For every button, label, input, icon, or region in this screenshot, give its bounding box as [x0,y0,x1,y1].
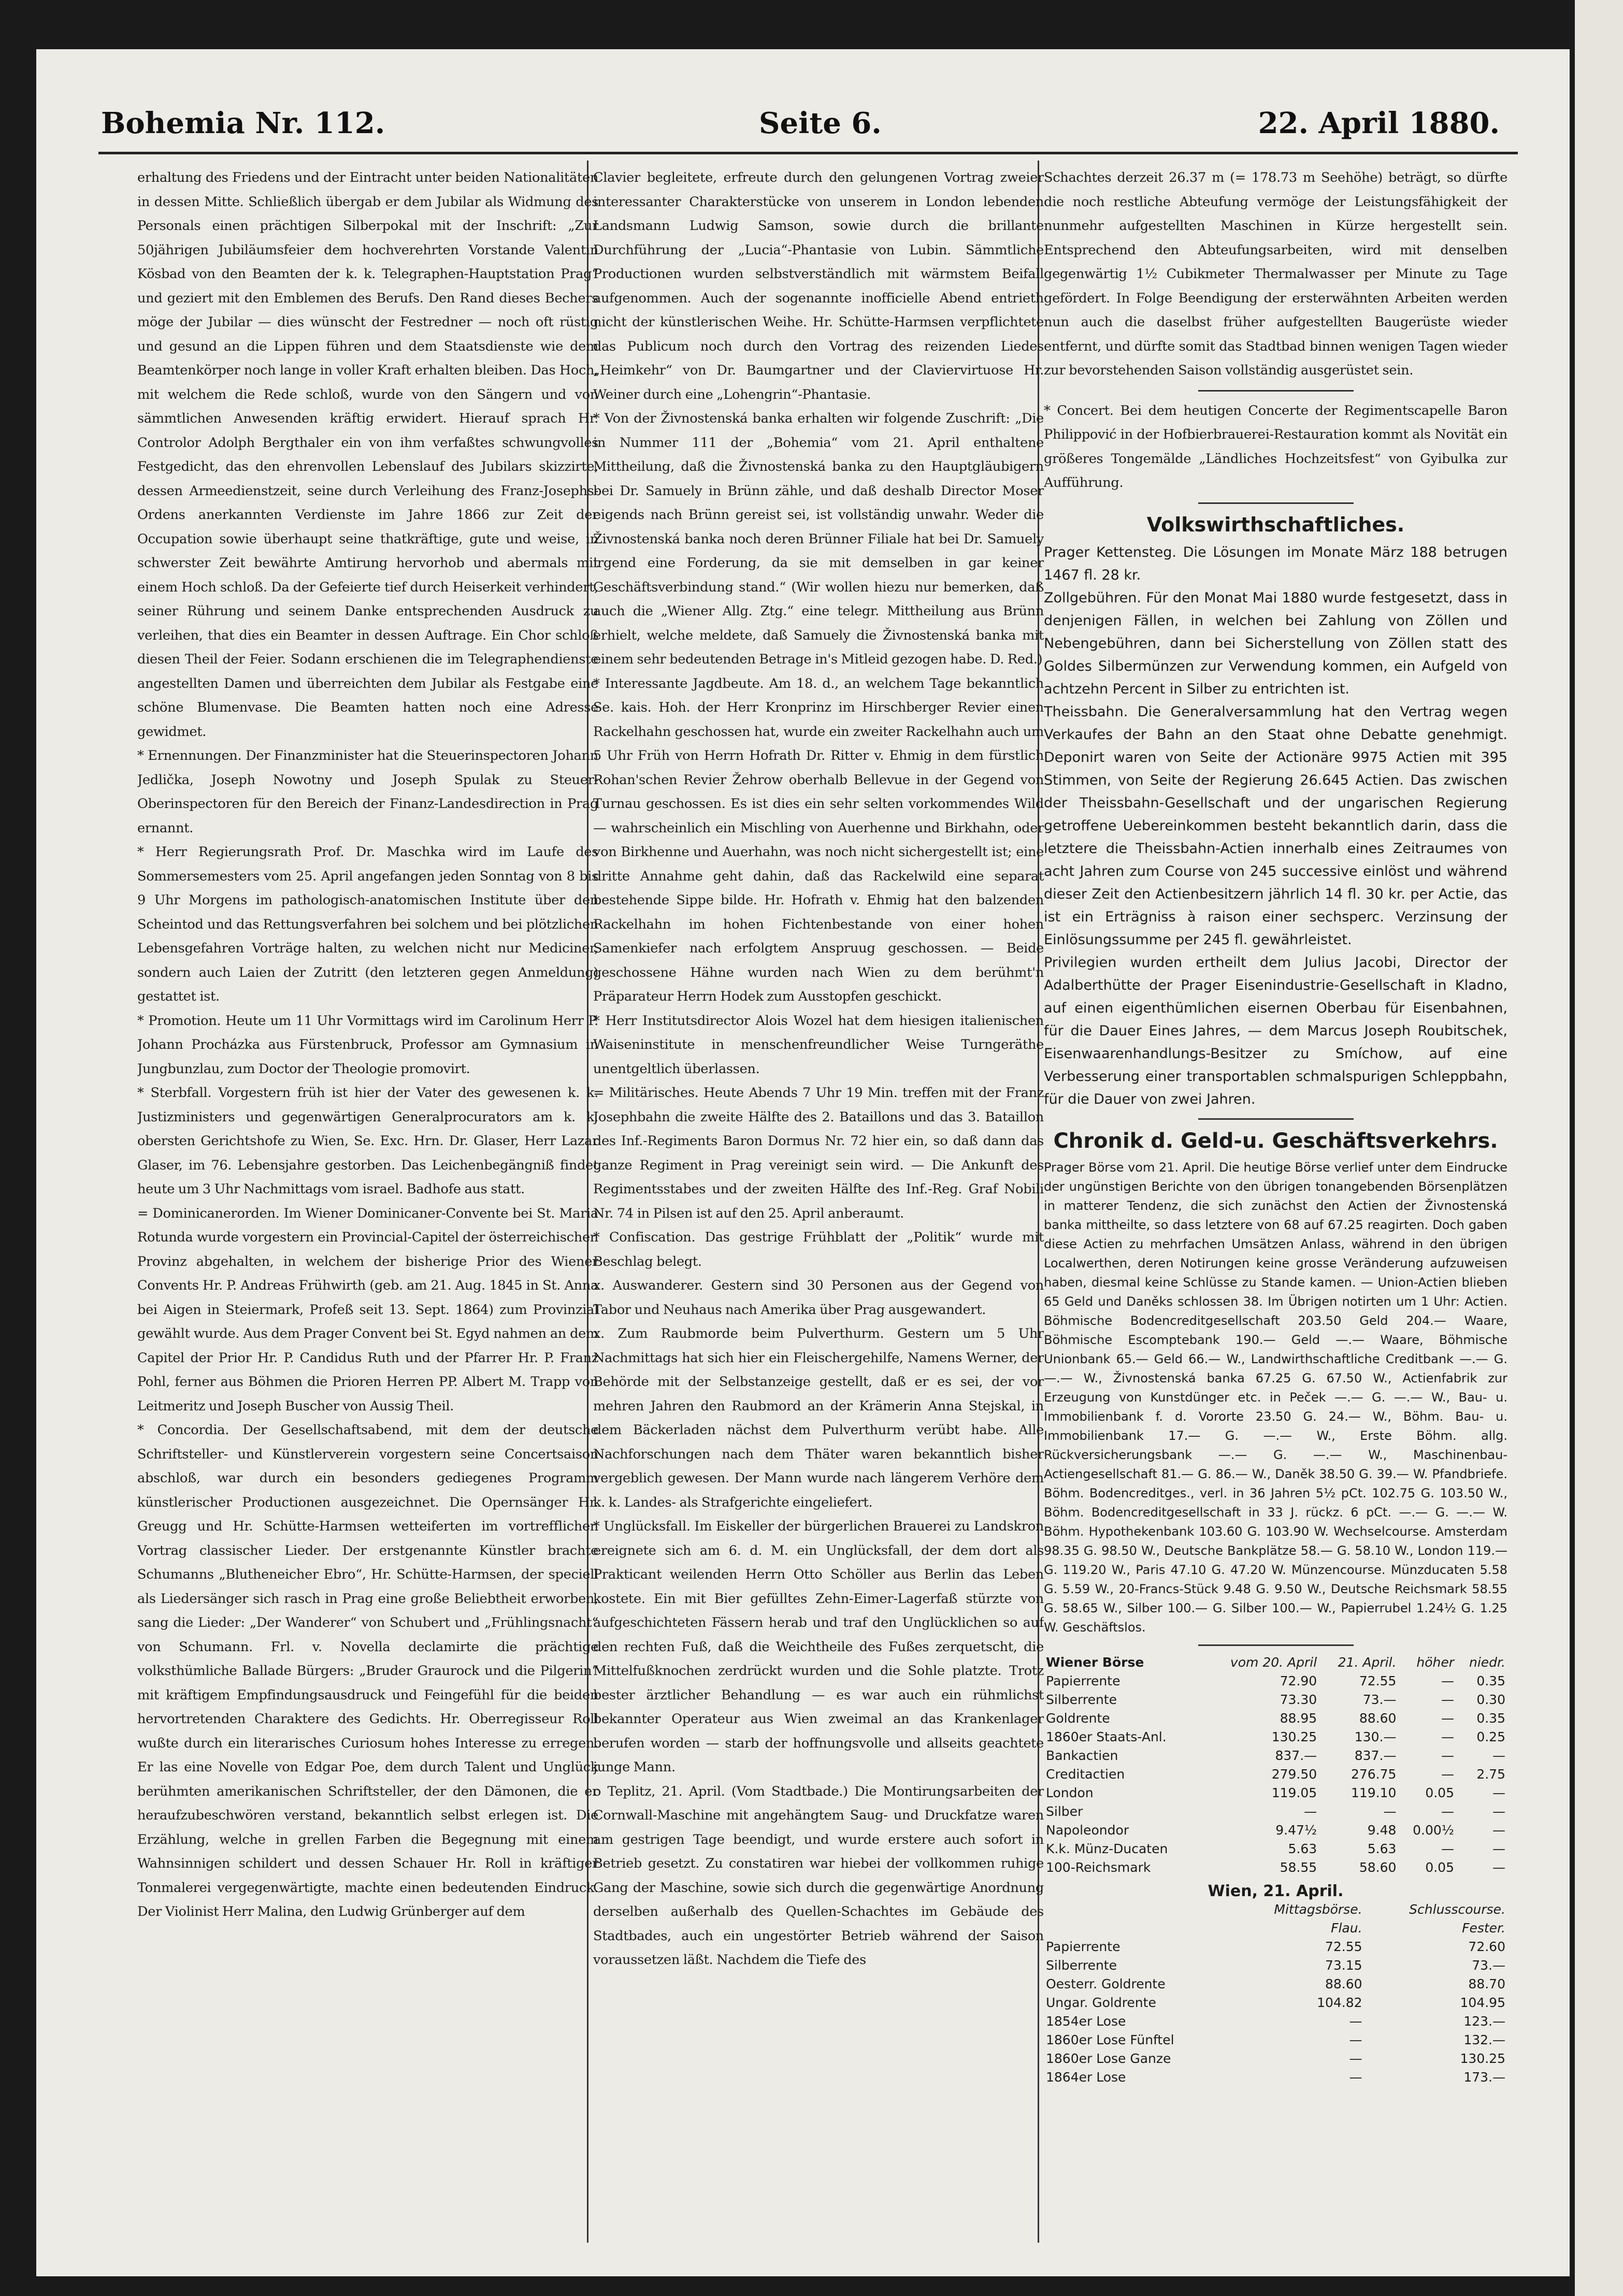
table-row [1044,1956,1507,1975]
table-row [1044,1821,1507,1840]
column-2 [593,166,1044,2243]
article-dominicaner: = Dominicanerorden. Im Wiener Dominicaner-Convente bei St. Maria Rotunda wurde vorgestern ein Provincial-Capitel der österreichischen Provinz abgehalten, in welchem der bisherige Prior des Wiener Convents Hr. P. Andreas Frühwirth (geb. am 21. Aug. 1845 in St. Anna bei Aigen in Steiermark, Profeß seit 13. Sept. 1864) zum Provinzial gewählt wurde. Aus dem Prager Convent bei St. Egyd nahmen an dem Capitel der Prior Hr. P. Candidus Ruth und der Pfarrer Hr. P. Franz Pohl, ferner aus Böhmen die Prioren Herren PP. Albert M. Trapp von Leitmeritz und Joseph Buscher von Aussig Theil. [137,1205,598,1414]
article-auswanderer: x. Auswanderer. Gestern sind 30 Personen aus der Gegend von Tabor und Neuhaus nach Amerika über Prag ausgewandert. [593,1278,1044,1318]
quote-value: 104.82 [1317,1995,1362,2010]
quote-value: 72.55 [1325,1939,1362,1954]
quote-name: 1860er Staats-Anl. [1046,1729,1167,1744]
quote-value: — [1492,1785,1505,1800]
quote-name: Ungar. Goldrente [1046,1995,1156,2010]
page-number: Seite 6. [759,106,882,140]
table-row [1044,1746,1507,1765]
table-row [1044,1840,1507,1858]
article-kettensteg: Prager Kettensteg. Die Lösungen im Monate März 188 betrugen 1467 fl. 28 kr. [1044,544,1507,583]
table-row [1044,1802,1507,1821]
quote-name: 100-Reichsmark [1046,1859,1151,1875]
quote-name: 1860er Lose Ganze [1046,2050,1171,2066]
article-text: erhaltung des Friedens und der Eintracht unter beiden Nationalitäten in dessen Mitte. Schließlich übergab er dem Jubilar als Widmung des Personals einen prächtigen Silberpokal mit der Inschrift: „Zur 50jährigen Jubiläumsfeier dem hochverehrten Vorstande Valentin Kösbad von den Beamten der k. k. Telegraphen-Hauptstation Prag“ und geziert mit den Emblemen des Berufs. Den Rand dieses Bechers möge der Jubilar — dies wünscht der Festredner — noch oft rüstig und gesund an die Lippen führen und dem Staatsdienste wie dem Beamtenkörper noch lange in voller Kraft erhalten bleiben. Das Hoch, mit welchem die Rede schloß, wurde von den Sängern und von sämmtlichen Anwesenden kräftig erwidert. Hierauf sprach Hr. Controlor Adolph Bergthaler ein von ihm verfaßtes schwungvolles Festgedicht, das den ehrenvollen Lebenslauf des Jubilars skizzirte, dessen Armeedienstzeit, seine durch Verleihung des Franz-Josephs-Ordens anerkannten Verdienste im Jahre 1866 zur Zeit der Occupation sowie überhaupt seine thatkräftige, gute und weise, in schwerster Zeit bewährte Amtirung hervorhob und abermals mit einem Hoch schloß. Da der Gefeierte tief durch Heiserkeit verhindert, seiner Rührung und seinem Danke entsprechenden Ausdruck zu verleihen, that dies ein Beamter in dessen Auftrage. Ein Chor schloß diesen Theil der Feier. Sodann erschienen die im Telegraphendienste angestellten Damen und überreichten dem Jubilar als Festgabe eine schöne Blumenvase. Die Beamten hatten noch eine Adresse gewidmet. [137,170,598,740]
quote-value: 130.25 [1460,2050,1505,2066]
quote-value: 72.60 [1468,1939,1505,1954]
section-rule [1198,1118,1354,1120]
quote-name: Napoleondor [1046,1822,1129,1838]
quote-value: — [1441,1748,1454,1763]
article-raubmord: x. Zum Raubmorde beim Pulverthurm. Gestern um 5 Uhr Nachmittags hat sich hier ein Fleischergehilfe, Namens Werner, der Behörde mit der Selbstanzeige gestellt, daß er es sei, der vor mehren Jahren den Raubmord an der Krämerin Anna Stejskal, in dem Bäckerladen nächst dem Pulverthurm verübt habe. Alle Nachforschungen nach dem Thäter waren bekanntlich bisher vergeblich gewesen. Der Mann wurde nach längerem Verhöre dem k. k. Landes- als Strafgerichte eingeliefert. [593,1326,1044,1510]
quote-name: Goldrente [1046,1710,1110,1726]
quote-value: 123.— [1463,2013,1505,2029]
article-militaerisches: = Militärisches. Heute Abends 7 Uhr 19 Min. treffen mit der Franz Josephbahn die zweite Hälfte des 2. Bataillons und das 3. Bataillon des Inf.-Regiments Baron Dormus Nr. 72 hier ein, so daß dann das ganze Regiment in Prag vereinigt sein wird. — Die Ankunft des Regimentsstabes und der zweiten Hälfte des Inf.-Reg. Graf Nobili Nr. 74 in Pilsen ist auf den 25. April anberaumt. [593,1085,1044,1221]
masthead-issue: Bohemia Nr. 112. [101,106,385,140]
table-header-row [1044,1919,1507,1938]
newspaper-page [36,49,1570,2276]
page-header [36,106,1570,148]
article-zivnostenska: * Von der Živnostenská banka erhalten wir folgende Zuschrift: „Die in Nummer 111 der „Bohemia“ vom 21. April enthaltene Mittheilung, daß die Živnostenská banka zu den Hauptgläubigern bei Dr. Samuely in Brünn zähle, und daß deshalb Director Moser eigends nach Brünn gereist sei, ist vollständig unwahr. Weder die Živnostenská banka noch deren Brünner Filiale hat bei Dr. Samuely irgend eine Forderung, da sie mit demselben in gar keiner Geschäftsverbindung stand.“ (Wir wollen hiezu nur bemerken, daß auch die „Wiener Allg. Ztg.“ eine telegr. Mittheilung aus Brünn erhielt, welche meldete, daß Samuely die Živnostenská banka mit einem sehr bedeutenden Betrage in's Mitleid gezogen habe. D. Red.) [593,411,1044,667]
table-row [1044,1691,1507,1709]
quote-value: 72.90 [1280,1673,1317,1688]
quote-name: 1854er Lose [1046,2013,1126,2029]
quote-value: — [1441,1692,1454,1707]
column-header: Fester. [1462,1920,1505,1936]
article-concert: * Concert. Bei dem heutigen Concerte der Regimentscapelle Baron Philippović in der Hofbierbrauerei-Restauration kommt als Novität ein größeres Tongemälde „Ländliches Hochzeitsfest“ von Gyibulka zur Aufführung. [1044,402,1507,490]
article-promotion: * Promotion. Heute um 11 Uhr Vormittags wird im Carolinum Herr P. Johann Procházka aus Fürstenbruck, Professor am Gymnasium in Jungbunzlau, zum Doctor der Theologie promovirt. [137,1013,598,1077]
quote-value: 58.55 [1280,1859,1317,1875]
quote-value: — [1349,2013,1362,2029]
column-header: 21. April. [1338,1654,1397,1670]
article-wozel: * Herr Institutsdirector Alois Wozel hat dem hiesigen italienischen Waiseninstitute in menschenfreundlicher Weise Turngeräthe unentgeltlich überlassen. [593,1013,1044,1077]
article-text: Schachtes derzeit 26.37 m (= 178.73 m Seehöhe) beträgt, so dürfte die noch restliche Abteufung vermöge der Leistungsfähigkeit der nunmehr aufgestellten Maschinen in Kürze hergestellt sein. Entsprechend den Abteufungsarbeiten, wird mit denselben gegenwärtig 1½ Cubikmeter Thermalwasser per Minute zu Tage gefördert. In Folge Beendigung der ersterwähnten Arbeiten werden nun auch die daselbst früher aufgestellten Baugerüste wieder entfernt, und dürfte somit das Stadtbad binnen wenigen Tagen wieder zur bevorstehenden Saison vollständig ausgerüstet sein. [1044,170,1507,378]
article-jagdbeute: * Interessante Jagdbeute. Am 18. d., an welchem Tage bekanntlich Se. kais. Hoh. der Herr Kronprinz im Hirschberger Revier einen Rackelhahn geschossen hat, wurde ein zweiter Rackelhahn auch um 5 Uhr Früh von Herrn Hofrath Dr. Ritter v. Ehmig in dem fürstlich Rohan'schen Revier Žehrow oberhalb Bellevue in der Gegend von Turnau geschossen. Es ist dies ein sehr selten vorkommendes Wild — wahrscheinlich ein Mischling von Auerhenne und Birkhahn, oder von Birkhenne und Auerhahn, was noch nicht sichergestellt ist; eine dritte Annahme geht dahin, daß das Rackelwild eine separat bestehende Sippe bilde. Hr. Hofrath v. Ehmig hat den balzenden Rackelhahn im hohen Fichtenbestande von einer hohen Samenkiefer nach erfolgtem Anspruug geschossen. — Beide geschossene Hähne wurden nach Wien zu dem berühmt'n Präparateur Herrn Hodek zum Ausstopfen geschickt. [593,675,1044,1004]
table-row [1044,2031,1507,2049]
table-header-row [1044,1900,1507,1919]
table-row [1044,2049,1507,2068]
article-teplitz: o Teplitz, 21. April. (Vom Stadtbade.) Die Montirungsarbeiten der Cornwall-Maschine mit angehängtem Saug- und Druckfatze waren am gestrigen Tage beendigt, und wurde erstere auch sofort in Betrieb gesetzt. Zu constatiren war hiebei der vollkommen ruhige Gang der Maschine, sowie sich durch die gegenwärtige Anordnung derselben außerhalb des Quellen-Schachtes im Gebäude des Stadtbades, auch ein ungestörter Betrieb während der Saison voraussetzen läßt. Nachdem die Tiefe des [593,1783,1044,1968]
table-row [1044,1975,1507,1994]
quote-value: — [1441,1673,1454,1688]
table-row [1044,1784,1507,1802]
article-prager-boerse: Prager Börse vom 21. April. Die heutige Börse verlief unter dem Eindrucke der ungünstigen Berichte von den übrigen tonangebenden Börsenplätzen in matterer Tendenz, die sich zunächst den Actien der Živnostenská banka mittheilte, so dass letztere von 68 auf 67.25 reagirten. Doch gaben diese Actien zu mehrfachen Umsätzen Anlass, während in den übrigen Localwerthen, deren Notirungen keine grosse Veränderung aufzuweisen haben, diesmal keine Schlüsse zu Stande kamen. — Union-Actien blieben 65 Geld und Daněks schlossen 38. Im Übrigen notirten um 1 Uhr: Actien. Böhmische Bodencreditgesellschaft 203.50 Geld 204.— Waare, Böhmische Escomptebank 190.— Geld —.— Waare, Böhmische Unionbank 65.— Geld 66.— W., Landwirthschaftliche Creditbank —.— G. —.— W., Živnostenská banka 67.25 G. 67.50 W., Actienfabrik zur Erzeugung von Kunstdünger etc. in Peček —.— G. —.— W., Bau- u. Immobilienbank f. d. Vororte 23.50 G. 24.— W., Böhm. Bau- u. Immobilienbank 17.— G. —.— W., Erste Böhm. allg. Rückversicherungsbank —.— G. —.— W., Maschinenbau-Actiengesellschaft 81.— G. 86.— W., Daněk 38.50 G. 39.— W. Pfandbriefe. Böhm. Bodencreditges., verl. in 36 Jahren 5½ pCt. 102.75 G. 103.50 W., Böhm. Bodencreditgesellschaft in 33 J. rückz. 6 pCt. —.— G. —.— W. Böhm. Hypothekenbank 103.60 G. 103.90 W. Wechselcourse. Amsterdam 98.35 G. 98.50 W., Deutsche Bankplätze 58.— G. 58.10 W., London 119.— G. 119.20 W., Paris 47.10 G. 47.20 W. Münzencourse. Münzducaten 5.58 G. 5.59 W., 20-Francs-Stück 9.48 G. 9.50 W., Deutsche Reichsmark 58.55 G. 58.65 W., Silber 100.— G. Silber 100.— W., Papierrubel 1.24½ G. 1.25 W. Geschäftslos. [1044,1160,1507,1635]
quote-value: 5.63 [1288,1841,1317,1856]
section-title-chronik: Chronik d. Geld-u. Geschäftsverkehrs. [1053,1129,1498,1153]
quote-value: 0.35 [1476,1710,1505,1726]
quote-value: — [1441,1803,1454,1819]
quote-name: 1860er Lose Fünftel [1046,2032,1174,2047]
quote-value: — [1349,2032,1362,2047]
quote-value: 0.00½ [1413,1822,1454,1838]
quote-name: 1864er Lose [1046,2069,1126,2085]
quote-value: 88.95 [1280,1710,1317,1726]
quote-value: 173.— [1463,2069,1505,2085]
table-row [1044,1728,1507,1746]
quote-name: Papierrente [1046,1673,1121,1688]
quote-value: — [1383,1803,1397,1819]
column-header: höher [1416,1654,1454,1670]
column-header-vom: vom [1230,1654,1259,1670]
article-zollgebuehren: Zollgebühren. Für den Monat Mai 1880 wurde festgesetzt, dass in denjenigen Fällen, in welchen bei Zahlung von Zöllen und Nebengebühren, dann bei Sicherstellung von Zöllen statt des Goldes Silbermünzen zur Verwendung kommen, ein Aufgeld von achtzehn Percent in Silber zu entrichten ist. [1044,589,1507,697]
quote-value: — [1492,1841,1505,1856]
quote-value: — [1492,1803,1505,1819]
section-rule [1198,390,1354,392]
quote-name: London [1046,1785,1094,1800]
article-maschka: * Herr Regierungsrath Prof. Dr. Maschka wird im Laufe des Sommersemesters vom 25. April angefangen jeden Sonntag von 8 bis 9 Uhr Morgens im pathologisch-anatomischen Institute über den Scheintod und das Rettungsverfahren bei solchem und bei plötzlichen Lebensgefahren Vorträge halten, zu welchen nicht nur Mediciner, sondern auch Laien der Zutritt (den letzteren gegen Anmeldung) gestattet ist. [137,844,598,1004]
table-row [1044,2012,1507,2031]
quote-name: Creditactien [1046,1766,1125,1782]
quote-value: 0.05 [1425,1785,1454,1800]
column-header: niedr. [1469,1654,1505,1670]
quote-value: 9.48 [1367,1822,1397,1838]
column-header: Flau. [1331,1920,1362,1936]
quote-value: — [1492,1822,1505,1838]
wiener-boerse-table [1044,1653,1507,1877]
quote-value: — [1441,1841,1454,1856]
table-row [1044,1765,1507,1784]
quote-value: 119.05 [1271,1785,1317,1800]
quote-value: — [1441,1710,1454,1726]
quote-name: Silberrente [1046,1957,1117,1973]
column-header-blank [1044,1900,1232,1919]
article-concordia: * Concordia. Der Gesellschaftsabend, mit dem der deutsche Schriftsteller- und Künstlerverein vorgestern seine Concertsaison abschloß, war durch ein besonders gediegenes Programm künstlerischer Productionen ausgezeichnet. Die Opernsänger Hr. Greugg und Hr. Schütte-Harmsen wetteiferten im vortrefflichen Vortrag classischer Lieder. Der erstgenannte Künstler brachte Schumanns „Blutheneicher Ebro“, Hr. Schütte-Harmsen, der speciell als Liedersänger sich rasch in Prag eine große Beliebtheit erworben, sang die Lieder: „Der Wanderer“ von Schubert und „Frühlingsnacht“ von Schumann. Frl. v. Novella declamirte die prächtige volksthümliche Ballade Bürgers: „Bruder Graurock und die Pilgerin“ mit kräftigem Empfindungsausdruck und Feingefühl für die beiden hervortretenden Charaktere des Gedichts. Hr. Oberregisseur Roll wußte durch ein literarisches Curiosum hohes Interesse zu erregen. Er las eine Novelle von Edgar Poe, dem durch Talent und Unglück berühmten amerikanischen Schriftsteller, der den Dämonen, die er heraufzubeschwören verstand, bekanntlich selbst erlegen ist. Die Erzählung, welche in grellen Farben die Begegnung mit einem Wahnsinnigen schildert und dessen Schauer Hr. Roll in kräftiger Tonmalerei vergegenwärtigte, machte einen bedeutenden Eindruck. Der Violinist Herr Malina, den Ludwig Grünberger auf dem [137,1422,598,1919]
quote-name: Oesterr. Goldrente [1046,1976,1166,1991]
quote-name: K.k. Münz-Ducaten [1046,1841,1168,1856]
article-ungluecksfall: * Unglücksfall. Im Eiskeller der bürgerlichen Brauerei zu Landskron ereignete sich am 6. d. M. ein Unglücksfall, der dem dort als Prakticant weilenden Herrn Otto Schöller aus Berlin das Leben kostete. Ein mit Bier gefülltes Zehn-Eimer-Lagerfaß stürzte von aufgeschichteten Fässern herab und traf den Unglücklichen so auf den rechten Fuß, daß die Weichtheile des Fußes zerquetscht, die Mittelfußknochen zerdrückt wurden und die Sohle platzte. Trotz bester ärztlicher Behandlung — es war auch ein rühmlichst bekannter Operateur aus Wien zweimal an das Krankenlager berufen worden — starb der hoffnungsvolle und allseits geachtete junge Mann. [593,1519,1044,1775]
column-1 [137,166,598,2243]
column-header-blank [1044,1919,1232,1938]
adjacent-page-edge [1575,0,1623,2296]
quote-value: 88.70 [1468,1976,1505,1991]
column-3 [1044,166,1507,2243]
quote-value: 58.60 [1359,1859,1397,1875]
quote-value: 88.60 [1359,1710,1397,1726]
quote-value: 73.30 [1280,1692,1317,1707]
column-header: Schlusscourse. [1409,1901,1505,1917]
quote-value: 72.55 [1359,1673,1397,1688]
quote-value: 119.10 [1351,1785,1397,1800]
quote-value: 5.63 [1367,1841,1397,1856]
quote-value: — [1492,1748,1505,1763]
article-confiscation: * Confiscation. Das gestrige Frühblatt der „Politik“ wurde mit Beschlag belegt. [593,1230,1044,1269]
quote-value: 73.— [1362,1692,1397,1707]
quote-value: — [1441,1729,1454,1744]
article-privilegien: Privilegien wurden ertheilt dem Julius Jacobi, Director der Adalberthütte der Prager Eisenindustrie-Gesellschaft in Kladno, auf einen eigenthümlichen eisernen Oberbau für Eisenbahnen, für die Dauer Eines Jahres, — dem Marcus Joseph Roubitschek, Eisenwaarenhandlungs-Besitzer zu Smíchow, auf eine Verbesserung einer transportablen schmalspurigen Schleppbahn, für die Dauer von zwei Jahren. [1044,954,1507,1107]
quote-value: 88.60 [1325,1976,1362,1991]
column-header [1204,1653,1319,1672]
quote-value: 837.— [1354,1748,1397,1763]
table-title: Wiener Börse [1046,1654,1144,1670]
wien-schlusscourse-table [1044,1900,1507,2087]
quote-value: 9.47½ [1275,1822,1317,1838]
wien-mittag-title: Wien, 21. April. [1208,1882,1344,1900]
quote-value: 73.15 [1325,1957,1362,1973]
article-theissbahn: Theissbahn. Die Generalversammlung hat den Vertrag wegen Verkaufes der Bahn an den Staat ohne Debatte genehmigt. Deponirt waren von Seite der Actionäre 9975 Actien mit 395 Stimmen, von Seite der Regierung 26.645 Actien. Das zwischen der Theissbahn-Gesellschaft und der ungarischen Regierung getroffene Uebereinkommen besteht bekanntlich darin, dass die letztere die Theissbahn-Actien innerhalb eines Zeitraumes von acht Jahren zum Course von 245 successive einlöst und während dieser Zeit den Actienbesitzern jährlich 14 fl. 30 kr. per Actie, das ist ein Erträgniss à raison einer sechsperc. Verzinsung der Einlösungssumme per 245 fl. gewährleistet. [1044,703,1507,948]
quote-value: 276.75 [1351,1766,1397,1782]
quote-value: — [1492,1859,1505,1875]
column-header: Mittagsbörse. [1274,1901,1362,1917]
header-rule [98,152,1518,154]
quote-name: Silberrente [1046,1692,1117,1707]
quote-value: 0.35 [1476,1673,1505,1688]
section-title-volkswirthschaft: Volkswirthschaftliches. [1146,513,1405,536]
quote-value: 132.— [1463,2032,1505,2047]
quote-name: Silber [1046,1803,1083,1819]
table-row [1044,1858,1507,1877]
column-header-20: 20. April [1262,1654,1317,1670]
quote-value: 279.50 [1271,1766,1317,1782]
article-sterbfall: * Sterbfall. Vorgestern früh ist hier der Vater des gewesenen k. k. Justizministers und gegenwärtigen Generalprocurators am k. k. obersten Gerichtshofe zu Wien, Se. Exc. Hrn. Dr. Glaser, Herr Lazar Glaser, im 76. Lebensjahre gestorben. Das Leichenbegängniß findet heute um 3 Uhr Nachmittags vom israel. Badhofe aus statt. [137,1085,598,1197]
quote-value: 2.75 [1476,1766,1505,1782]
quote-name: Papierrente [1046,1939,1121,1954]
quote-value: 0.25 [1476,1729,1505,1744]
quote-value: 130.— [1354,1729,1397,1744]
quote-value: 0.30 [1476,1692,1505,1707]
table-row [1044,1994,1507,2012]
table-header-row [1044,1653,1507,1672]
quote-value: — [1441,1766,1454,1782]
article-ernennungen: * Ernennungen. Der Finanzminister hat die Steuerinspectoren Johann Jedlička, Joseph Nowotny und Joseph Spulak zu Steuer-Oberinspectoren für den Bereich der Finanz-Landesdirection in Prag ernannt. [137,748,598,836]
quote-value: 130.25 [1271,1729,1317,1744]
quote-value: — [1349,2069,1362,2085]
quote-name: Bankactien [1046,1748,1118,1763]
quote-value: 837.— [1275,1748,1317,1763]
quote-value: — [1304,1803,1317,1819]
table-row [1044,2068,1507,2087]
issue-date: 22. April 1880. [1258,106,1500,140]
quote-value: 73.— [1472,1957,1505,1973]
quote-value: 104.95 [1460,1995,1505,2010]
table-row [1044,1709,1507,1728]
table-row [1044,1938,1507,1956]
quote-value: — [1349,2050,1362,2066]
article-text: Clavier begleitete, erfreute durch den gelungenen Vortrag zweier interessanter Charakterstücke von unserem in London lebenden Landsmann Ludwig Samson, sowie durch die brillante Durchführung der „Lucia“-Phantasie von Lubin. Sämmtliche Productionen wurden selbstverständlich mit wärmstem Beifall aufgenommen. Auch der sogenannte inofficielle Abend entrieth nicht der künstlerischen Weihe. Hr. Schütte-Harmsen verpflichtete das Publicum noch durch den Vortrag des reizenden Liedes „Heimkehr“ von Dr. Baumgartner und der Claviervirtuose Hr. Weiner durch eine „Lohengrin“-Phantasie. [593,170,1044,402]
table-row [1044,1672,1507,1691]
section-rule [1198,502,1354,504]
quote-value: 0.05 [1425,1859,1454,1875]
section-rule [1198,1644,1354,1646]
